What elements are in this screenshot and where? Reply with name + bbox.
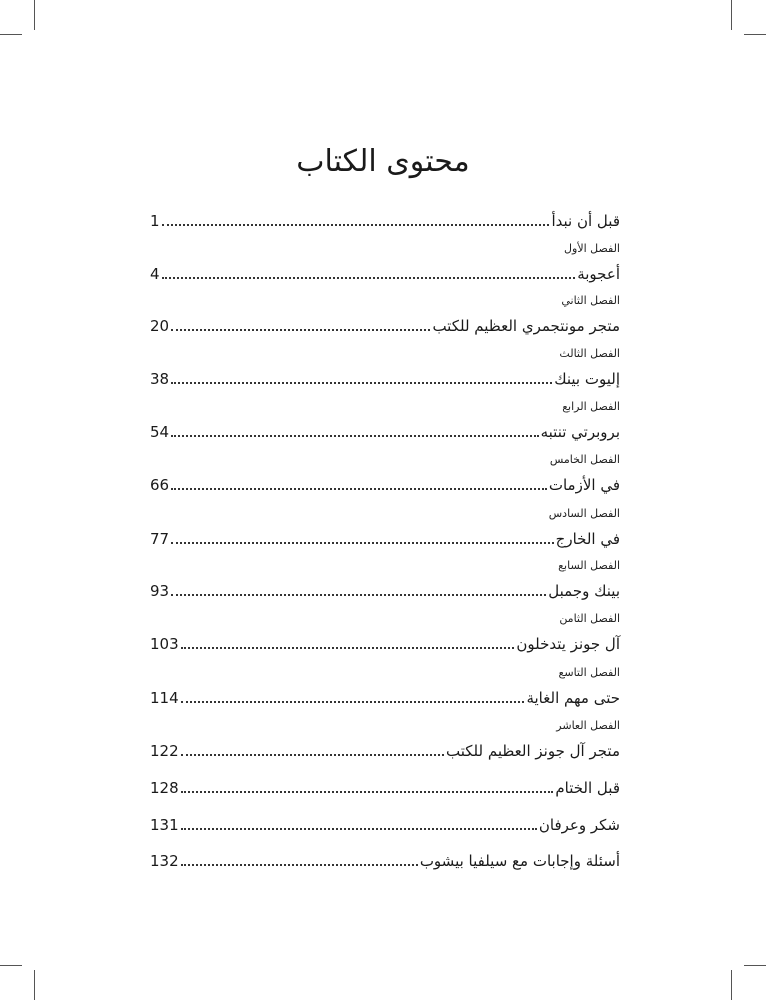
toc-entry-page: 103 bbox=[150, 635, 179, 653]
chapter-label: الفصل السادس bbox=[548, 507, 620, 520]
chapter-label: الفصل الثاني bbox=[561, 294, 620, 307]
dot-leader bbox=[181, 828, 537, 830]
chapter-label: الفصل الثامن bbox=[559, 612, 620, 625]
toc-entry bbox=[150, 310, 620, 336]
dot-leader bbox=[171, 382, 552, 384]
toc-entry-page: 4 bbox=[150, 265, 160, 283]
crop-mark bbox=[0, 34, 22, 35]
toc-entry-title: حتى مهم الغاية bbox=[526, 689, 620, 707]
toc-entry-title: بينك وجمبل bbox=[548, 582, 620, 600]
toc-entry-title: آل جونز يتدخلون bbox=[516, 635, 620, 653]
chapter-label: الفصل الرابع bbox=[562, 400, 620, 413]
toc-entry bbox=[150, 469, 620, 495]
toc-entry-page: 1 bbox=[150, 212, 160, 230]
toc-entry-page: 128 bbox=[150, 779, 179, 797]
crop-mark bbox=[0, 965, 22, 966]
crop-mark bbox=[731, 0, 732, 30]
toc-entry bbox=[150, 772, 620, 798]
toc-entry-title: قبل الختام bbox=[555, 779, 620, 797]
toc-entry-page: 38 bbox=[150, 370, 170, 388]
toc-entry-page: 114 bbox=[150, 689, 179, 707]
chapter-label: الفصل الخامس bbox=[549, 453, 620, 466]
crop-mark bbox=[731, 970, 732, 1000]
toc-entry bbox=[150, 682, 620, 708]
chapter-label: الفصل الأول bbox=[564, 242, 620, 255]
toc-entry-page: 54 bbox=[150, 423, 170, 441]
dot-leader bbox=[162, 224, 550, 226]
toc-entry-title: في الأزمات bbox=[548, 476, 620, 494]
page-title: محتوى الكتاب bbox=[296, 144, 470, 179]
toc-entry-title: قبل أن نبدأ bbox=[551, 212, 620, 230]
toc-entry-title: متجر مونتجمري العظيم للكتب bbox=[432, 317, 620, 335]
toc-entry-page: 93 bbox=[150, 582, 170, 600]
toc-entry-page: 122 bbox=[150, 742, 179, 760]
toc-entry-title: أعجوبة bbox=[577, 265, 620, 283]
chapter-label: الفصل التاسع bbox=[558, 666, 620, 679]
toc-entry-page: 131 bbox=[150, 816, 179, 834]
dot-leader bbox=[181, 647, 515, 649]
dot-leader bbox=[181, 864, 418, 866]
dot-leader bbox=[162, 277, 576, 279]
toc-entry bbox=[150, 363, 620, 389]
dot-leader bbox=[181, 791, 554, 793]
dot-leader bbox=[171, 488, 547, 490]
toc-entry-page: 77 bbox=[150, 530, 170, 548]
chapter-label: الفصل السابع bbox=[558, 559, 620, 572]
crop-mark bbox=[744, 965, 766, 966]
dot-leader bbox=[171, 542, 554, 544]
toc-entry bbox=[150, 575, 620, 601]
crop-mark bbox=[34, 970, 35, 1000]
dot-leader bbox=[181, 701, 525, 703]
toc-entry bbox=[150, 523, 620, 549]
toc-entry bbox=[150, 416, 620, 442]
dot-leader bbox=[181, 754, 444, 756]
toc-entry-title: في الخارج bbox=[555, 530, 620, 548]
toc-entry-page: 132 bbox=[150, 852, 179, 870]
toc-entry bbox=[150, 735, 620, 761]
toc-entry bbox=[150, 628, 620, 654]
toc-entry bbox=[150, 845, 620, 871]
toc-entry bbox=[150, 809, 620, 835]
toc-entry-page: 66 bbox=[150, 476, 170, 494]
chapter-label: الفصل العاشر bbox=[556, 719, 620, 732]
dot-leader bbox=[171, 435, 539, 437]
toc-entry-title: إليوت بينك bbox=[554, 370, 620, 388]
dot-leader bbox=[171, 329, 430, 331]
toc-entry-title: شكر وعرفان bbox=[538, 816, 620, 834]
toc-entry-title: أسئلة وإجابات مع سيلفيا بيشوب bbox=[419, 852, 620, 870]
toc-entry-title: بروبرتي تنتبه bbox=[540, 423, 620, 441]
toc-entry-page: 20 bbox=[150, 317, 170, 335]
crop-mark bbox=[34, 0, 35, 30]
dot-leader bbox=[171, 594, 546, 596]
chapter-label: الفصل الثالث bbox=[559, 347, 620, 360]
toc-entry bbox=[150, 205, 620, 231]
toc-entry-title: متجر آل جونز العظيم للكتب bbox=[446, 742, 620, 760]
toc-entry bbox=[150, 258, 620, 284]
crop-mark bbox=[744, 34, 766, 35]
